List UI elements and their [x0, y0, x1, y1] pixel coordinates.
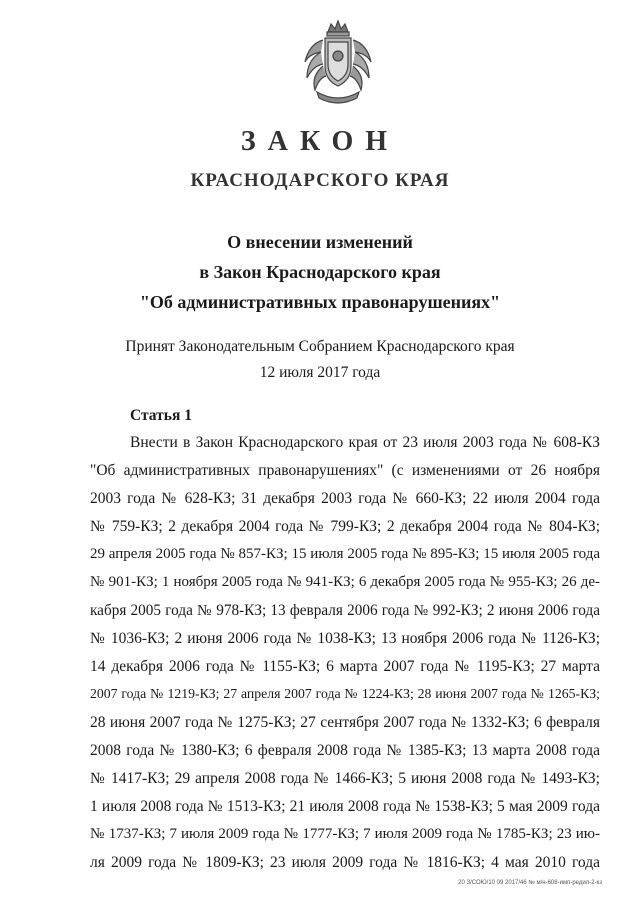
law-heading: ЗАКОН	[240, 126, 400, 157]
article-line: 2003 года № 628-КЗ; 31 декабря 2003 года № 660-КЗ; 22 июля 2004 года	[90, 490, 600, 507]
article-line: № 1737-КЗ; 7 июля 2009 года № 1777-КЗ; 7 июля 2009 года № 1785-КЗ; 23 ию-	[90, 826, 600, 842]
article-line: № 1036-КЗ; 2 июня 2006 года № 1038-КЗ; 13 ноября 2006 года № 1126-КЗ;	[90, 630, 600, 647]
article-line: "Об административных правонарушениях" (с изменениями от 26 ноября	[90, 462, 600, 479]
article-line: 2008 года № 1380-КЗ; 6 февраля 2008 года № 1385-КЗ; 13 марта 2008 года	[90, 742, 600, 759]
article-line: 1 июля 2008 года № 1513-КЗ; 21 июля 2008 года № 1538-КЗ; 5 мая 2009 года	[90, 798, 600, 815]
law-title-line-2: в Закон Краснодарского края	[199, 262, 441, 282]
region-heading: КРАСНОДАРСКОГО КРАЯ	[190, 170, 450, 191]
article-line: № 901-КЗ; 1 ноября 2005 года № 941-КЗ; 6 декабря 2005 года № 955-КЗ; 26 де-	[90, 574, 600, 590]
article-line: 28 июня 2007 года № 1275-КЗ; 27 сентября 2007 года № 1332-КЗ; 6 февраля	[90, 714, 600, 731]
law-title-line-1: О внесении изменений	[227, 232, 413, 252]
article-line: 2007 года № 1219-КЗ; 27 апреля 2007 года № 1224-КЗ; 28 июня 2007 года № 1265-КЗ;	[90, 686, 600, 701]
article-line: 29 апреля 2005 года № 857-КЗ; 15 июля 2005 года № 895-КЗ; 15 июля 2005 года	[90, 546, 600, 562]
coat-of-arms-icon	[295, 18, 381, 110]
adopted-by: Принят Законодательным Собранием Краснодарского края	[125, 338, 515, 355]
article-line: Внести в Закон Краснодарского края от 23 июля 2003 года № 608-КЗ	[130, 434, 600, 451]
article-line: 14 декабря 2006 года № 1155-КЗ; 6 марта 2007 года № 1195-КЗ; 27 марта	[90, 658, 600, 675]
article-line: ля 2009 года № 1809-КЗ; 23 июля 2009 года № 1816-КЗ; 4 мая 2010 года	[90, 854, 600, 871]
law-title-line-3: "Об административных правонарушениях"	[139, 292, 501, 312]
document-footer-code: 20 З/СОЮ/10 09 2017/46 № м/н-608-имп-редил-2-кз	[458, 880, 602, 886]
article-line: № 1417-КЗ; 29 апреля 2008 года № 1466-КЗ; 5 июня 2008 года № 1493-КЗ;	[90, 770, 600, 787]
adopted-date: 12 июля 2017 года	[259, 364, 381, 381]
article-line: кабря 2005 года № 978-КЗ; 13 февраля 2006 года № 992-КЗ; 2 июня 2006 года	[90, 602, 600, 619]
article-heading: Статья 1	[130, 407, 192, 424]
article-line: № 759-КЗ; 2 декабря 2004 года № 799-КЗ; 2 декабря 2004 года № 804-КЗ;	[90, 518, 600, 535]
